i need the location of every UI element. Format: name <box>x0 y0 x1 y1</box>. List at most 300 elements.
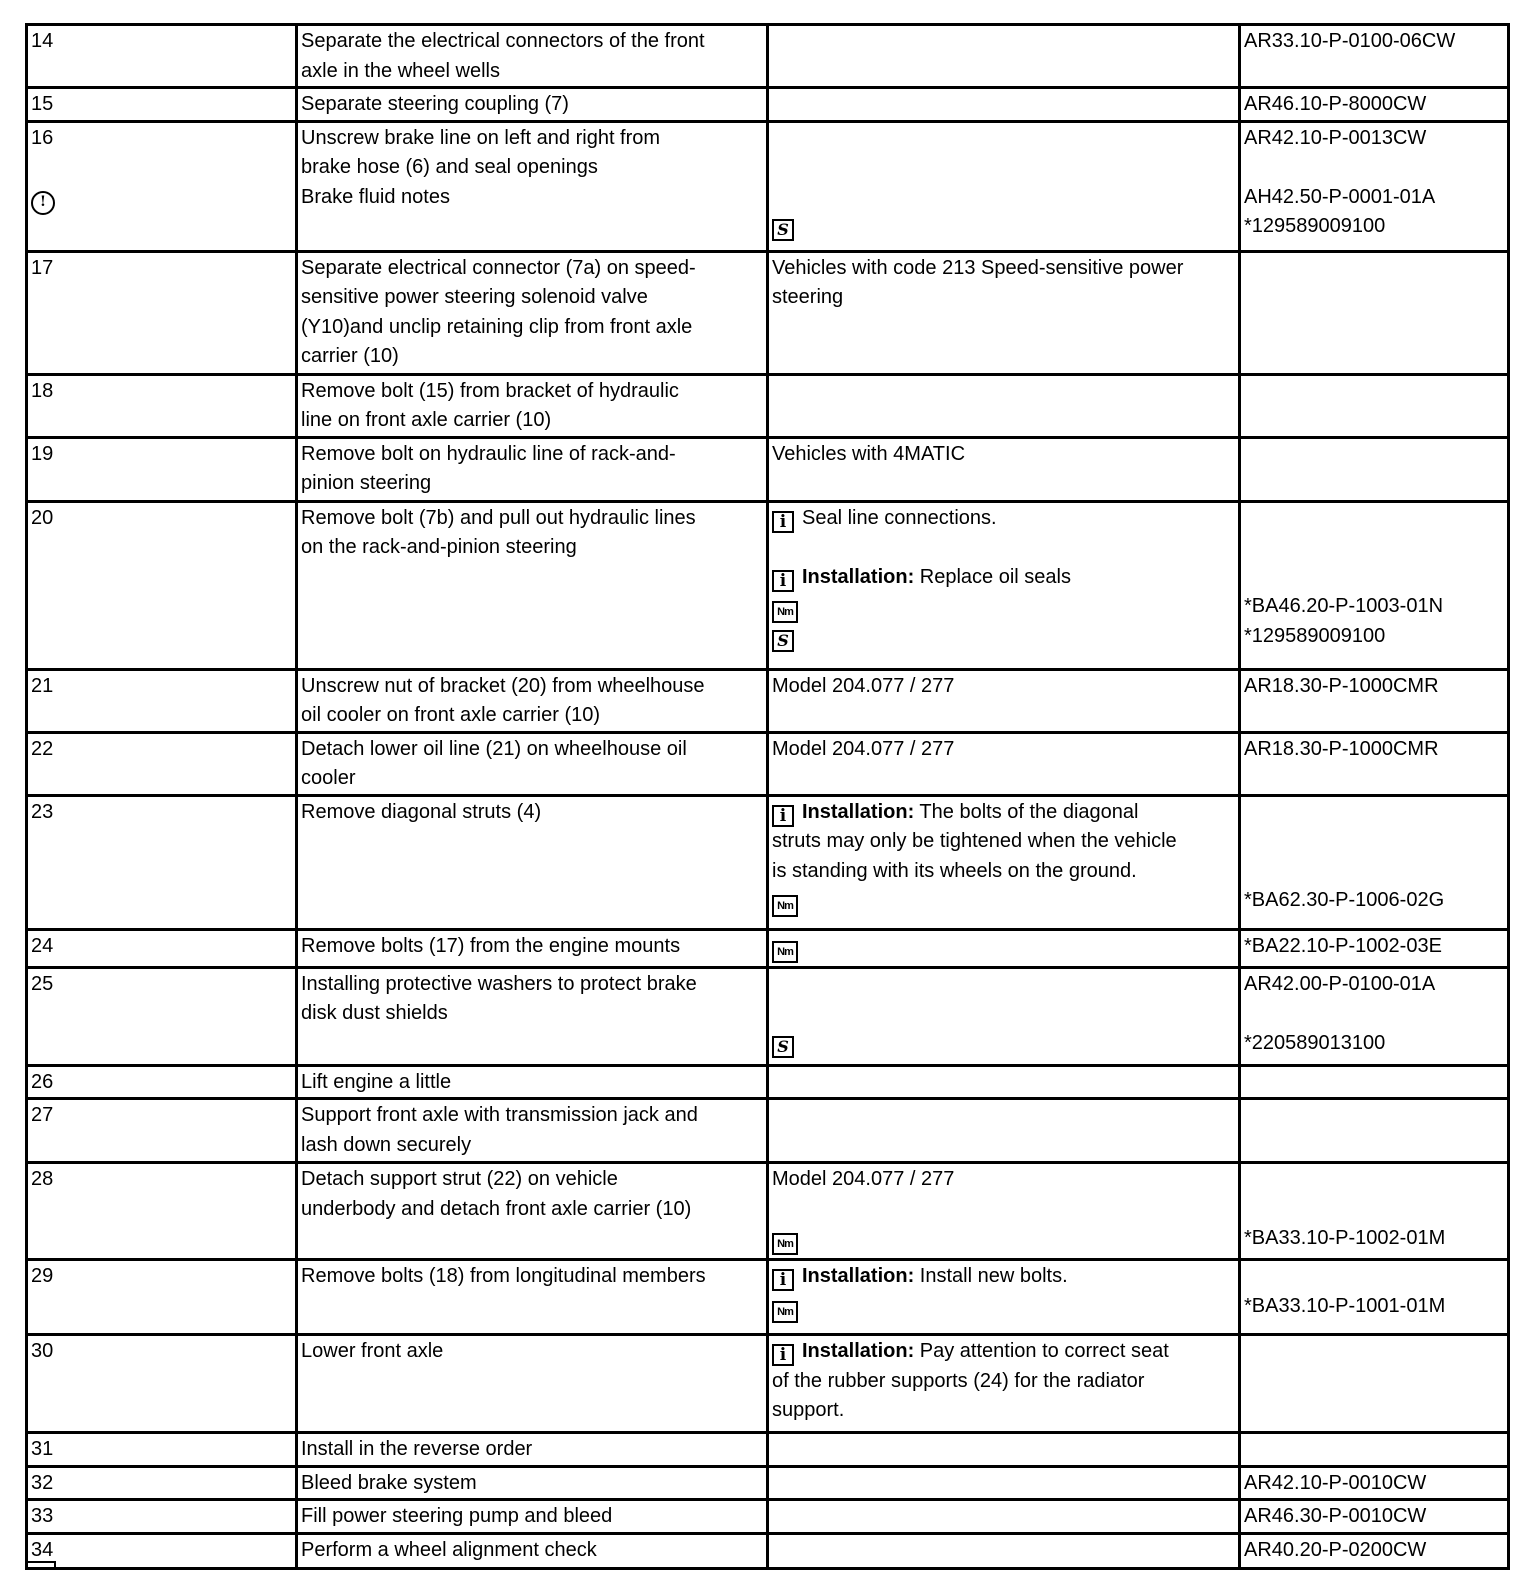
cell-step-number <box>27 732 297 795</box>
line-text[interactable]: AR46.10-P-8000CW <box>1244 93 1427 115</box>
line-text: Bleed brake system <box>301 1471 477 1494</box>
cell-line <box>1244 27 1504 57</box>
cell-line <box>772 1195 1235 1225</box>
cell-line <box>1244 970 1504 1000</box>
line-text: Remove bolt (7b) and pull out hydraulic lines <box>301 506 696 529</box>
cell-reference <box>1240 251 1509 374</box>
line-text: 32 <box>31 1471 54 1494</box>
cell-reference <box>1240 1466 1509 1500</box>
cell-line <box>772 1367 1235 1397</box>
cell-line <box>31 1536 292 1566</box>
table-row <box>27 1500 1509 1534</box>
cell-line <box>772 533 1235 563</box>
cell-line <box>301 533 763 563</box>
cell-line <box>772 623 1235 653</box>
table-row <box>27 1335 1509 1433</box>
table-row <box>27 929 1509 967</box>
cell-reference <box>1240 1335 1509 1433</box>
cell-notes <box>768 1260 1240 1335</box>
cell-step-number <box>27 669 297 732</box>
line-text: 26 <box>31 1070 54 1093</box>
line-text: steering <box>772 286 844 308</box>
cell-line <box>31 1101 292 1131</box>
cell-line <box>31 153 292 183</box>
line-text[interactable]: *BA33.10-P-1001-01M <box>1244 1294 1446 1317</box>
cell-line <box>301 469 763 499</box>
cell-step-number <box>27 1433 297 1467</box>
cell-notes <box>768 121 1240 251</box>
line-text: Remove diagonal struts (4) <box>301 800 542 823</box>
cell-line <box>772 1337 1235 1367</box>
line-text: Pay attention to correct seat <box>914 1340 1169 1362</box>
table-row <box>27 1433 1509 1467</box>
cell-line <box>301 1195 763 1225</box>
cell-line <box>1244 153 1504 183</box>
cell-line <box>772 999 1235 1029</box>
cell-step-number <box>27 1500 297 1534</box>
cell-step-description <box>297 1533 768 1568</box>
cell-notes <box>768 88 1240 122</box>
line-text: on the rack-and-pinion steering <box>301 536 577 558</box>
installation-label: Installation: <box>802 1265 915 1287</box>
line-text: Unscrew nut of bracket (20) from wheelhouse <box>301 674 705 697</box>
line-text: carrier (10) <box>301 345 399 367</box>
line-text: Vehicles with code 213 Speed-sensitive power <box>772 256 1184 279</box>
cell-line <box>301 1101 763 1131</box>
cell-step-number <box>27 1163 297 1260</box>
cell-line <box>1244 1029 1504 1059</box>
info-icon: i <box>772 805 794 827</box>
cell-line <box>31 970 292 1000</box>
cell-line <box>772 283 1235 313</box>
cell-line <box>772 798 1235 828</box>
table-row <box>27 967 1509 1065</box>
cell-line <box>772 563 1235 593</box>
line-text: Model 204.077 / 277 <box>772 737 955 760</box>
cell-line <box>772 153 1235 183</box>
cell-step-description <box>297 121 768 251</box>
cell-notes <box>768 25 1240 88</box>
cell-line <box>301 1469 763 1499</box>
cell-notes <box>768 501 1240 669</box>
line-text: The bolts of the diagonal <box>914 800 1139 823</box>
table-row <box>27 1099 1509 1163</box>
line-text[interactable]: *BA46.20-P-1003-01N <box>1244 595 1444 617</box>
cell-line <box>301 377 763 407</box>
line-text: Fill power steering pump and bleed <box>301 1505 613 1527</box>
cell-line <box>301 999 763 1029</box>
cell-step-number <box>27 1099 297 1163</box>
cell-line <box>31 1262 292 1292</box>
cell-line <box>301 504 763 534</box>
line-text[interactable]: AR46.30-P-0010CW <box>1244 1505 1427 1527</box>
cell-line <box>772 1165 1235 1195</box>
line-text: Replace oil seals <box>914 565 1071 588</box>
cell-line <box>772 857 1235 887</box>
cell-notes <box>768 795 1240 929</box>
line-text: 17 <box>31 256 54 279</box>
cell-line <box>1244 999 1504 1029</box>
cell-notes <box>768 1466 1240 1500</box>
line-text: of the rubber supports (24) for the radiator <box>772 1369 1145 1392</box>
cell-line <box>772 1396 1235 1426</box>
cell-step-description <box>297 1260 768 1335</box>
cell-line <box>31 1337 292 1367</box>
line-text: Brake fluid notes <box>301 185 450 208</box>
cell-step-number <box>27 1260 297 1335</box>
info-icon: i <box>772 511 794 533</box>
cell-notes <box>768 1065 1240 1099</box>
table-row <box>27 795 1509 929</box>
line-text: Remove bolt on hydraulic line of rack-and- <box>301 442 676 465</box>
line-text: 15 <box>31 93 54 115</box>
cell-line <box>31 735 292 765</box>
cell-step-number <box>27 25 297 88</box>
cell-notes <box>768 1099 1240 1163</box>
cell-step-number <box>27 795 297 929</box>
cell-line <box>772 1292 1235 1323</box>
cell-line <box>1244 124 1504 154</box>
cell-line <box>301 932 763 962</box>
cell-line <box>1244 1292 1504 1322</box>
line-text: line on front axle carrier (10) <box>301 409 552 431</box>
cell-step-number <box>27 374 297 437</box>
cell-notes <box>768 1533 1240 1568</box>
page-footer-stub <box>26 1561 56 1570</box>
line-text: 29 <box>31 1265 54 1287</box>
line-text: axle in the wheel wells <box>301 59 500 82</box>
line-text[interactable]: *BA33.10-P-1002-01M <box>1244 1227 1446 1249</box>
cell-notes <box>768 1433 1240 1467</box>
cell-line <box>31 124 292 154</box>
cell-line <box>31 254 292 284</box>
cell-step-description <box>297 1163 768 1260</box>
cell-line <box>1244 90 1504 120</box>
cell-step-description <box>297 929 768 967</box>
line-text[interactable]: *BA62.30-P-1006-02G <box>1244 889 1445 911</box>
installation-label: Installation: <box>802 565 915 588</box>
cell-line <box>31 1435 292 1465</box>
cell-line <box>301 1337 763 1367</box>
cell-line <box>301 342 763 372</box>
cell-line <box>31 932 292 962</box>
line-text: 28 <box>31 1168 54 1190</box>
line-text: Separate electrical connector (7a) on speed- <box>301 256 696 279</box>
cell-line <box>1244 592 1504 622</box>
cell-line <box>31 183 292 215</box>
cell-reference <box>1240 1533 1509 1568</box>
cell-step-number <box>27 929 297 967</box>
cell-line <box>772 970 1235 1000</box>
cell-line <box>1244 1262 1504 1292</box>
cell-step-description <box>297 967 768 1065</box>
cell-line <box>301 124 763 154</box>
cell-notes <box>768 1163 1240 1260</box>
cell-line <box>301 672 763 702</box>
table-row <box>27 1260 1509 1335</box>
line-text: 16 <box>31 126 54 149</box>
cell-step-description <box>297 1335 768 1433</box>
cell-line <box>301 313 763 343</box>
cell-line <box>1244 827 1504 857</box>
cell-line <box>772 932 1235 963</box>
line-text: Install in the reverse order <box>301 1438 533 1460</box>
table-row <box>27 374 1509 437</box>
line-text: cooler <box>301 767 356 789</box>
cell-line <box>301 27 763 57</box>
cell-step-description <box>297 501 768 669</box>
line-text: 19 <box>31 442 54 465</box>
line-text: Model 204.077 / 277 <box>772 1168 955 1190</box>
line-text: Detach support strut (22) on vehicle <box>301 1168 618 1190</box>
line-text[interactable]: AR42.00-P-0100-01A <box>1244 972 1436 995</box>
line-text: Perform a wheel alignment check <box>301 1538 597 1561</box>
cell-line <box>772 504 1235 534</box>
cell-line <box>301 701 763 731</box>
line-text[interactable]: AR18.30-P-1000CMR <box>1244 737 1439 760</box>
table-row <box>27 1533 1509 1568</box>
nm-icon: Nm <box>772 1301 798 1323</box>
cell-step-number <box>27 437 297 501</box>
cell-step-description <box>297 374 768 437</box>
cell-step-description <box>297 669 768 732</box>
info-icon: i <box>772 1269 794 1291</box>
cell-line <box>772 254 1235 284</box>
cell-line <box>31 377 292 407</box>
cell-notes <box>768 251 1240 374</box>
cell-notes <box>768 437 1240 501</box>
cell-line <box>31 1165 292 1195</box>
cell-step-description <box>297 25 768 88</box>
nm-icon: Nm <box>772 895 798 917</box>
cell-line <box>31 90 292 120</box>
cell-line <box>772 1224 1235 1255</box>
cell-line <box>772 827 1235 857</box>
cell-line <box>1244 563 1504 593</box>
line-text: 31 <box>31 1438 54 1460</box>
line-text: Remove bolts (18) from longitudinal members <box>301 1265 706 1287</box>
line-text: 25 <box>31 972 54 995</box>
line-text: Remove bolts (17) from the engine mounts <box>301 934 681 957</box>
cell-reference <box>1240 1260 1509 1335</box>
table-row <box>27 25 1509 88</box>
line-text: Unscrew brake line on left and right from <box>301 126 661 149</box>
cell-line <box>1244 1469 1504 1499</box>
line-text: Lower front axle <box>301 1340 444 1362</box>
line-text[interactable]: AR18.30-P-1000CMR <box>1244 674 1439 697</box>
cell-line <box>772 212 1235 242</box>
cell-line <box>301 254 763 284</box>
cell-notes <box>768 669 1240 732</box>
cell-notes <box>768 967 1240 1065</box>
line-text[interactable]: *BA22.10-P-1002-03E <box>1244 934 1442 957</box>
cell-line <box>31 1502 292 1532</box>
nm-icon: Nm <box>772 941 798 963</box>
cell-line <box>31 27 292 57</box>
cell-line <box>31 440 292 470</box>
cell-line <box>301 57 763 87</box>
line-text: struts may only be tightened when the vehicle <box>772 830 1177 852</box>
cell-line <box>1244 212 1504 242</box>
tool-icon: S <box>772 630 794 652</box>
line-text: Install new bolts. <box>914 1265 1068 1287</box>
info-icon: i <box>772 570 794 592</box>
line-text[interactable]: *129589009100 <box>1244 624 1386 647</box>
line-text: (Y10)and unclip retaining clip from front axle <box>301 315 693 338</box>
cell-line <box>772 672 1235 702</box>
cell-line <box>1244 1536 1504 1566</box>
cell-line <box>301 283 763 313</box>
line-text: Model 204.077 / 277 <box>772 674 955 697</box>
cell-line <box>1244 1502 1504 1532</box>
cell-reference <box>1240 88 1509 122</box>
cell-line <box>301 153 763 183</box>
info-icon: i <box>772 1344 794 1366</box>
cell-step-number <box>27 1533 297 1568</box>
cell-line <box>301 406 763 436</box>
line-text: Remove bolt (15) from bracket of hydraulic <box>301 379 679 402</box>
cell-reference <box>1240 1163 1509 1260</box>
cell-line <box>31 1068 292 1098</box>
cell-reference <box>1240 1433 1509 1467</box>
line-text: 21 <box>31 674 54 697</box>
cell-line <box>1244 672 1504 702</box>
line-text: lash down securely <box>301 1133 472 1156</box>
cell-reference <box>1240 669 1509 732</box>
tool-icon: S <box>772 219 794 241</box>
cell-step-description <box>297 437 768 501</box>
line-text: 14 <box>31 30 54 52</box>
tool-icon: S <box>772 1036 794 1058</box>
line-text: underbody and detach front axle carrier (10) <box>301 1197 692 1220</box>
cell-line <box>772 592 1235 623</box>
line-text: Separate steering coupling (7) <box>301 93 569 115</box>
line-text: brake hose (6) and seal openings <box>301 156 598 178</box>
cell-line <box>301 1068 763 1098</box>
line-text: Separate the electrical connectors of the front <box>301 30 705 52</box>
line-text: pinion steering <box>301 472 432 494</box>
line-text[interactable]: AR42.10-P-0010CW <box>1244 1471 1427 1494</box>
line-text: disk dust shields <box>301 1002 448 1024</box>
line-text: support. <box>772 1399 845 1421</box>
cell-step-number <box>27 967 297 1065</box>
cell-reference <box>1240 1065 1509 1099</box>
line-text: 33 <box>31 1505 54 1527</box>
cell-line <box>301 798 763 828</box>
cell-notes <box>768 1335 1240 1433</box>
cell-line <box>1244 1195 1504 1225</box>
cell-line <box>772 440 1235 470</box>
cell-step-description <box>297 1466 768 1500</box>
cell-step-number <box>27 501 297 669</box>
cell-line <box>301 183 763 213</box>
cell-reference <box>1240 25 1509 88</box>
cell-line <box>301 1262 763 1292</box>
table-row <box>27 1163 1509 1260</box>
cell-line <box>772 886 1235 917</box>
cell-line <box>772 735 1235 765</box>
installation-label: Installation: <box>802 1340 915 1362</box>
line-text: 22 <box>31 737 54 760</box>
cell-step-description <box>297 795 768 929</box>
line-text[interactable]: AR33.10-P-0100-06CW <box>1244 30 1456 52</box>
line-text: Support front axle with transmission jack and <box>301 1104 698 1126</box>
line-text: 30 <box>31 1340 54 1362</box>
cell-line <box>31 798 292 828</box>
cell-notes <box>768 1500 1240 1534</box>
cell-reference <box>1240 437 1509 501</box>
cell-line <box>301 735 763 765</box>
cell-line <box>31 1469 292 1499</box>
cell-line <box>1244 504 1504 534</box>
line-text: 27 <box>31 1104 54 1126</box>
cell-reference <box>1240 501 1509 669</box>
cell-reference <box>1240 1500 1509 1534</box>
line-text: Seal line connections. <box>802 506 997 529</box>
line-text: 18 <box>31 379 54 402</box>
cell-line <box>1244 1224 1504 1254</box>
line-text[interactable]: AR42.10-P-0013CW <box>1244 126 1427 149</box>
cell-step-number <box>27 88 297 122</box>
cell-step-description <box>297 1433 768 1467</box>
nm-icon: Nm <box>772 1233 798 1255</box>
cell-line <box>1244 886 1504 916</box>
line-text[interactable]: *129589009100 <box>1244 215 1386 237</box>
cell-line <box>1244 932 1504 962</box>
cell-line <box>301 90 763 120</box>
cell-step-number <box>27 1335 297 1433</box>
line-text: Lift engine a little <box>301 1070 452 1093</box>
cell-line <box>772 1262 1235 1292</box>
table-row <box>27 121 1509 251</box>
table-row <box>27 251 1509 374</box>
table-row <box>27 1466 1509 1500</box>
line-text: 23 <box>31 800 54 823</box>
cell-step-description <box>297 88 768 122</box>
table-row <box>27 669 1509 732</box>
cell-line <box>301 970 763 1000</box>
cell-line <box>1244 1165 1504 1195</box>
line-text[interactable]: *220589013100 <box>1244 1031 1386 1054</box>
cell-line <box>1244 735 1504 765</box>
table-row <box>27 1065 1509 1099</box>
nm-icon: Nm <box>772 601 798 623</box>
installation-label: Installation: <box>802 800 915 823</box>
cell-step-number <box>27 251 297 374</box>
cell-reference <box>1240 929 1509 967</box>
table-row <box>27 88 1509 122</box>
procedure-table <box>25 23 1510 1570</box>
cell-line <box>1244 798 1504 828</box>
line-text: 34 <box>31 1538 54 1561</box>
cell-step-number <box>27 1466 297 1500</box>
cell-line <box>301 764 763 794</box>
cell-line <box>772 183 1235 213</box>
cell-step-description <box>297 1099 768 1163</box>
cell-step-description <box>297 251 768 374</box>
cell-step-description <box>297 732 768 795</box>
line-text[interactable]: AR40.20-P-0200CW <box>1244 1538 1427 1561</box>
cell-line <box>301 1502 763 1532</box>
cell-reference <box>1240 795 1509 929</box>
table-row <box>27 501 1509 669</box>
cell-line <box>1244 857 1504 887</box>
line-text[interactable]: AH42.50-P-0001-01A <box>1244 185 1436 208</box>
cell-line <box>301 1536 763 1566</box>
cell-notes <box>768 374 1240 437</box>
line-text: is standing with its wheels on the ground. <box>772 859 1137 882</box>
cell-line <box>301 1165 763 1195</box>
